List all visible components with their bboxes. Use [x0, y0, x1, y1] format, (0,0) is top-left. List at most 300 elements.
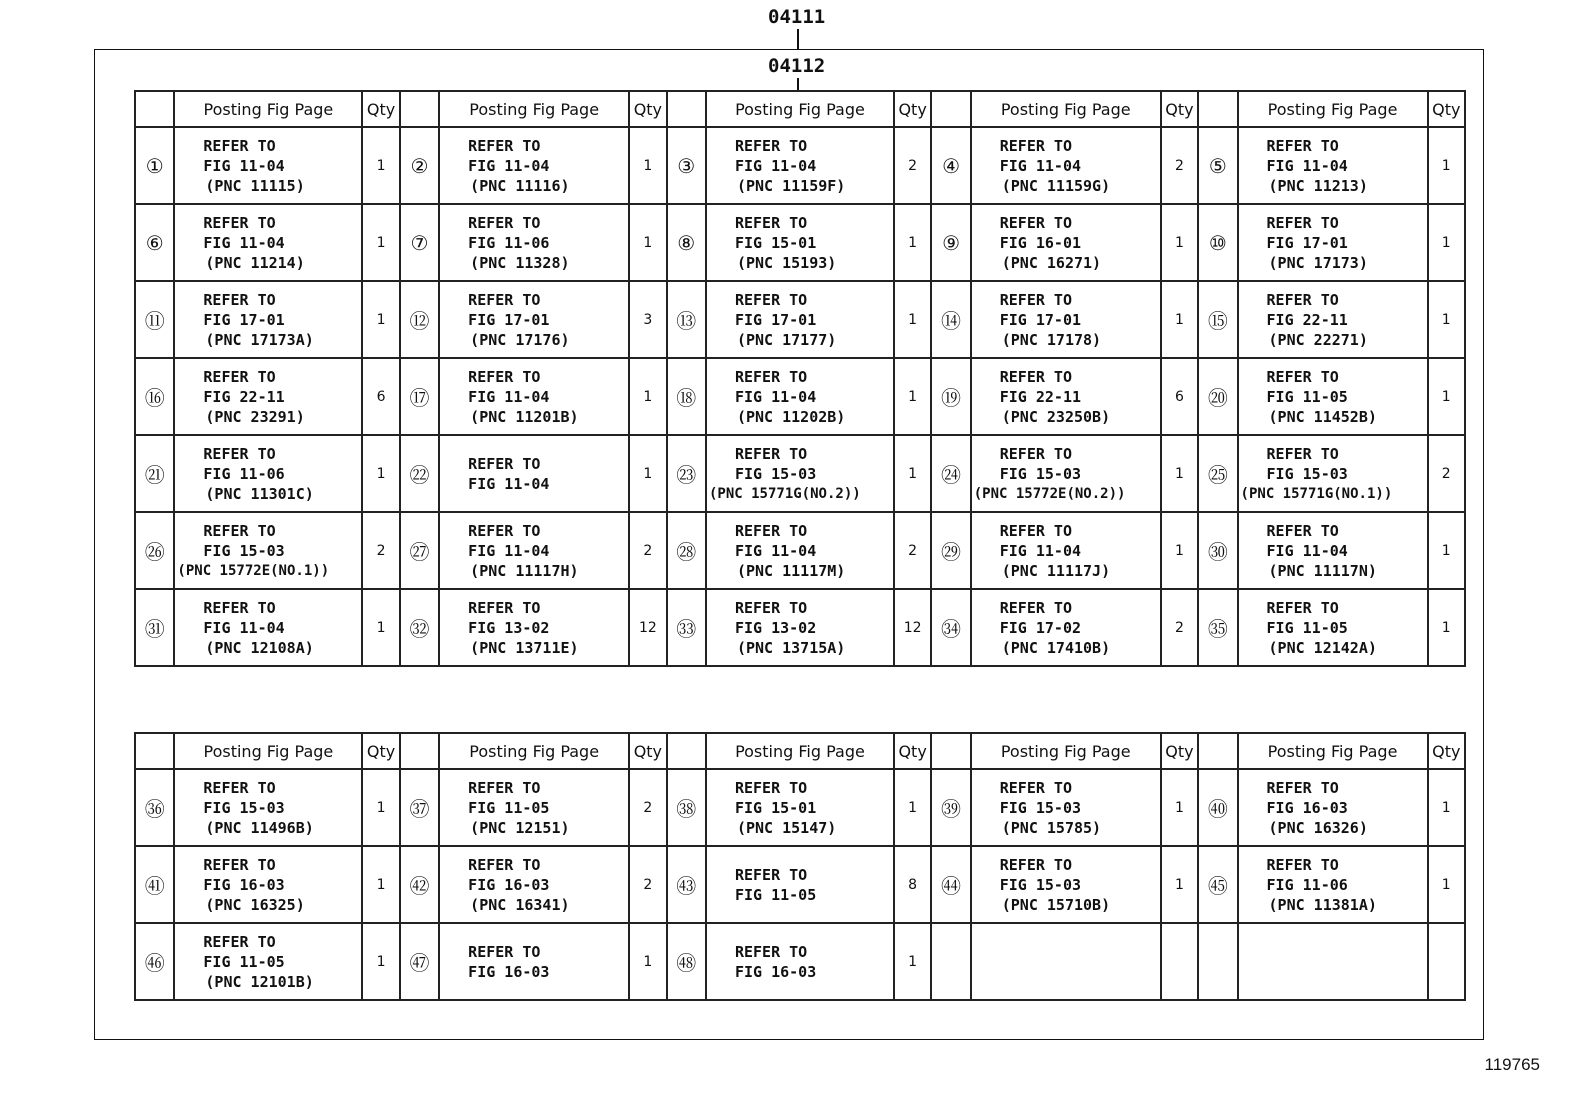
illustration-id: 119765	[1484, 1055, 1540, 1074]
posting-fig-page-header: Posting Fig Page	[174, 91, 362, 127]
posting-fig-page-header: Posting Fig Page	[971, 733, 1161, 769]
fig-page-text: FIG 11-05	[1266, 387, 1348, 406]
pnc-text: (PNC 15785)	[1001, 818, 1102, 837]
posting-fig-page-cell	[1238, 127, 1428, 204]
refer-to-text: REFER TO	[468, 521, 541, 540]
refer-to-text: REFER TO	[468, 855, 541, 874]
qty-header: Qty	[894, 733, 931, 769]
qty-cell: 1	[1161, 512, 1198, 589]
item-number: ⑥	[135, 204, 174, 281]
posting-fig-page-cell	[174, 358, 362, 435]
item-number: ㉙	[931, 512, 970, 589]
fig-page-text: FIG 15-03	[999, 464, 1082, 483]
posting-fig-page-cell	[706, 923, 894, 1000]
item-number: ㊲	[400, 769, 439, 846]
table-row	[135, 358, 1465, 435]
refer-to-text: REFER TO	[468, 942, 541, 961]
qty-cell: 1	[894, 923, 931, 1000]
pnc-text: (PNC 13715A)	[736, 638, 846, 657]
qty-cell: 1	[1428, 127, 1465, 204]
index-header	[1198, 91, 1237, 127]
top-code: 04111	[768, 6, 826, 28]
table-row	[135, 127, 1465, 204]
posting-fig-page-cell	[439, 281, 629, 358]
qty-cell	[1161, 923, 1198, 1000]
posting-fig-page-header: Posting Fig Page	[706, 733, 894, 769]
fig-page-text: FIG 22-11	[203, 387, 285, 406]
refer-to-text: REFER TO	[203, 855, 276, 874]
qty-cell: 1	[362, 769, 399, 846]
pnc-text: (PNC 11201B)	[470, 407, 579, 426]
refer-to-text: REFER TO	[468, 454, 541, 473]
posting-fig-page-cell	[439, 358, 629, 435]
qty-cell: 2	[629, 846, 666, 923]
fig-page-text: FIG 11-04	[1266, 541, 1348, 560]
pnc-text: (PNC 15147)	[736, 818, 837, 837]
refer-to-text: REFER TO	[468, 778, 541, 797]
fig-page-text: FIG 11-04	[468, 156, 550, 175]
item-number: ⑬	[667, 281, 706, 358]
qty-cell: 1	[629, 435, 666, 512]
pnc-text: (PNC 11117N)	[1268, 561, 1377, 580]
item-number: ③	[667, 127, 706, 204]
refer-to-text: REFER TO	[1266, 444, 1339, 463]
qty-cell: 8	[894, 846, 931, 923]
fig-page-text: FIG 15-03	[1266, 464, 1348, 483]
posting-fig-page-cell	[706, 769, 894, 846]
fig-page-text: FIG 17-02	[999, 618, 1082, 637]
qty-header: Qty	[1161, 91, 1198, 127]
posting-fig-page-cell	[706, 589, 894, 666]
qty-cell: 2	[362, 512, 399, 589]
refer-to-text: REFER TO	[999, 855, 1072, 874]
posting-fig-page-header: Posting Fig Page	[439, 733, 629, 769]
posting-fig-page-cell	[439, 127, 629, 204]
item-number: ㊵	[1198, 769, 1237, 846]
qty-cell: 1	[894, 204, 931, 281]
pnc-text: (PNC 23291)	[205, 407, 305, 426]
refer-to-text: REFER TO	[734, 290, 808, 309]
fig-page-text: FIG 11-04	[203, 233, 285, 252]
refer-to-text: REFER TO	[734, 213, 808, 232]
fig-page-text: FIG 15-01	[734, 233, 817, 252]
posting-fig-page-cell	[439, 769, 629, 846]
pnc-text: (PNC 15771G(NO.2))	[708, 485, 861, 502]
pnc-text: (PNC 15772E(NO.2))	[973, 485, 1126, 502]
pnc-text: (PNC 17173)	[1268, 253, 1368, 272]
qty-cell: 3	[629, 281, 666, 358]
refer-to-text: REFER TO	[734, 598, 808, 617]
item-number: ①	[135, 127, 174, 204]
fig-page-text: FIG 17-01	[203, 310, 285, 329]
fig-page-text: FIG 16-03	[468, 875, 550, 894]
pnc-text: (PNC 11202B)	[736, 407, 846, 426]
refer-to-text: REFER TO	[734, 367, 808, 386]
posting-fig-page-cell	[1238, 358, 1428, 435]
posting-fig-page-header: Posting Fig Page	[174, 733, 362, 769]
refer-to-text: REFER TO	[1266, 521, 1339, 540]
fig-page-text: FIG 22-11	[1266, 310, 1348, 329]
refer-to-text: REFER TO	[999, 521, 1072, 540]
pnc-text: (PNC 13711E)	[470, 638, 579, 657]
pnc-text: (PNC 11452B)	[1268, 407, 1377, 426]
refer-to-text: REFER TO	[999, 444, 1072, 463]
pnc-text: (PNC 16341)	[470, 895, 570, 914]
index-header	[135, 91, 174, 127]
pnc-text: (PNC 16325)	[205, 895, 305, 914]
posting-fig-page-header: Posting Fig Page	[439, 91, 629, 127]
qty-cell: 2	[629, 769, 666, 846]
item-number: ㊳	[667, 769, 706, 846]
fig-page-text: FIG 11-04	[734, 156, 817, 175]
pnc-text: (PNC 17176)	[470, 330, 570, 349]
item-number: ②	[400, 127, 439, 204]
fig-page-text: FIG 16-03	[203, 875, 285, 894]
fig-page-text: FIG 11-04	[468, 474, 550, 493]
pnc-text: (PNC 11381A)	[1268, 895, 1377, 914]
item-number: ㉑	[135, 435, 174, 512]
posting-fig-page-cell	[174, 769, 362, 846]
posting-fig-page-cell	[174, 204, 362, 281]
qty-cell: 1	[362, 923, 399, 1000]
pnc-text: (PNC 17173A)	[205, 330, 314, 349]
pnc-text: (PNC 15193)	[736, 253, 837, 272]
refer-to-text: REFER TO	[999, 136, 1072, 155]
qty-cell: 1	[1428, 512, 1465, 589]
posting-fig-page-cell	[1238, 923, 1428, 1000]
pnc-text: (PNC 22271)	[1268, 330, 1368, 349]
posting-fig-page-cell	[971, 358, 1161, 435]
posting-fig-page-header: Posting Fig Page	[706, 91, 894, 127]
fig-page-text: FIG 15-01	[734, 798, 817, 817]
qty-cell: 1	[894, 358, 931, 435]
item-number: ㊸	[667, 846, 706, 923]
pnc-text: (PNC 16326)	[1268, 818, 1368, 837]
qty-cell: 6	[362, 358, 399, 435]
pnc-text: (PNC 11115)	[205, 176, 305, 195]
item-number: ㊼	[400, 923, 439, 1000]
pnc-text: (PNC 12101B)	[205, 972, 314, 991]
item-number: ㉕	[1198, 435, 1237, 512]
table-row	[135, 923, 1465, 1000]
qty-header: Qty	[1161, 733, 1198, 769]
pnc-text: (PNC 11301C)	[205, 484, 314, 503]
qty-cell: 1	[362, 281, 399, 358]
pnc-text: (PNC 23250B)	[1001, 407, 1111, 426]
refer-to-text: REFER TO	[734, 942, 808, 961]
posting-fig-page-cell	[439, 923, 629, 1000]
qty-header: Qty	[629, 91, 666, 127]
posting-fig-page-cell	[174, 923, 362, 1000]
fig-page-text: FIG 11-05	[203, 952, 285, 971]
pnc-text: (PNC 15710B)	[1001, 895, 1111, 914]
qty-cell: 1	[362, 127, 399, 204]
fig-page-text: FIG 11-04	[468, 387, 550, 406]
posting-fig-page-cell	[971, 923, 1161, 1000]
header-row	[135, 91, 1465, 127]
qty-header: Qty	[1428, 91, 1465, 127]
qty-cell: 2	[894, 512, 931, 589]
posting-fig-page-cell	[1238, 589, 1428, 666]
posting-fig-page-cell	[971, 512, 1161, 589]
pnc-text: (PNC 11159G)	[1001, 176, 1111, 195]
posting-fig-page-cell	[1238, 204, 1428, 281]
item-number: ㉝	[667, 589, 706, 666]
item-number: ⑧	[667, 204, 706, 281]
index-header	[931, 733, 970, 769]
refer-to-text: REFER TO	[468, 598, 541, 617]
pnc-text: (PNC 15771G(NO.1))	[1240, 485, 1393, 502]
item-number	[931, 923, 970, 1000]
fig-page-text: FIG 11-04	[999, 156, 1082, 175]
qty-cell: 1	[1161, 204, 1198, 281]
posting-fig-page-cell	[706, 512, 894, 589]
refer-to-text: REFER TO	[203, 290, 276, 309]
qty-cell: 6	[1161, 358, 1198, 435]
item-number: ㉓	[667, 435, 706, 512]
table-row	[135, 846, 1465, 923]
qty-cell: 1	[362, 204, 399, 281]
pnc-text: (PNC 12142A)	[1268, 638, 1377, 657]
posting-fig-page-cell	[706, 846, 894, 923]
refer-to-text: REFER TO	[203, 213, 276, 232]
fig-page-text: FIG 16-03	[468, 962, 550, 981]
qty-cell: 1	[362, 589, 399, 666]
fig-page-text: FIG 11-04	[468, 541, 550, 560]
refer-to-text: REFER TO	[468, 290, 541, 309]
fig-page-text: FIG 13-02	[734, 618, 817, 637]
item-number: ⑭	[931, 281, 970, 358]
refer-to-text: REFER TO	[999, 213, 1072, 232]
posting-fig-page-cell	[439, 204, 629, 281]
qty-cell: 1	[1428, 589, 1465, 666]
item-number: ㉞	[931, 589, 970, 666]
qty-cell: 1	[1428, 769, 1465, 846]
qty-header: Qty	[362, 91, 399, 127]
item-number: ㊶	[135, 846, 174, 923]
qty-header: Qty	[629, 733, 666, 769]
qty-cell: 1	[1428, 358, 1465, 435]
qty-header: Qty	[894, 91, 931, 127]
item-number: ④	[931, 127, 970, 204]
item-number: ㊱	[135, 769, 174, 846]
item-number: ㉜	[400, 589, 439, 666]
fig-page-text: FIG 11-04	[999, 541, 1082, 560]
qty-header: Qty	[362, 733, 399, 769]
fig-page-text: FIG 11-04	[1266, 156, 1348, 175]
fig-page-text: FIG 17-01	[734, 310, 817, 329]
item-number: ㉚	[1198, 512, 1237, 589]
pnc-text: (PNC 12108A)	[205, 638, 314, 657]
posting-fig-page-cell	[1238, 846, 1428, 923]
fig-page-text: FIG 16-03	[734, 962, 817, 981]
posting-fig-page-cell	[971, 435, 1161, 512]
table-row	[135, 589, 1465, 666]
posting-fig-page-cell	[971, 127, 1161, 204]
posting-fig-page-cell	[174, 512, 362, 589]
table-row	[135, 769, 1465, 846]
fig-page-text: FIG 15-03	[999, 798, 1082, 817]
item-number: ⑮	[1198, 281, 1237, 358]
fig-page-text: FIG 17-01	[999, 310, 1082, 329]
item-number: ㉟	[1198, 589, 1237, 666]
posting-fig-page-header: Posting Fig Page	[1238, 91, 1428, 127]
item-number: ㉖	[135, 512, 174, 589]
pnc-text: (PNC 12151)	[470, 818, 570, 837]
item-number: ㊹	[931, 846, 970, 923]
fig-page-text: FIG 13-02	[468, 618, 550, 637]
item-number: ⑨	[931, 204, 970, 281]
item-number	[1198, 923, 1237, 1000]
posting-fig-page-cell	[971, 846, 1161, 923]
posting-fig-page-cell	[706, 435, 894, 512]
qty-cell: 1	[1161, 846, 1198, 923]
pnc-text: (PNC 11496B)	[205, 818, 314, 837]
qty-cell: 2	[629, 512, 666, 589]
refer-to-text: REFER TO	[999, 290, 1072, 309]
qty-cell: 1	[629, 127, 666, 204]
index-header	[931, 91, 970, 127]
posting-fig-page-cell	[174, 281, 362, 358]
pnc-text: (PNC 17410B)	[1001, 638, 1111, 657]
fig-page-text: FIG 11-06	[1266, 875, 1348, 894]
item-number: ㊴	[931, 769, 970, 846]
qty-cell: 2	[1161, 589, 1198, 666]
item-number: ⑪	[135, 281, 174, 358]
fig-page-text: FIG 15-03	[203, 798, 285, 817]
fig-page-text: FIG 16-01	[999, 233, 1082, 252]
qty-cell: 1	[629, 923, 666, 1000]
refer-to-text: REFER TO	[1266, 778, 1339, 797]
fig-page-text: FIG 16-03	[1266, 798, 1348, 817]
qty-cell: 1	[1161, 281, 1198, 358]
posting-fig-page-cell	[439, 846, 629, 923]
pnc-text: (PNC 11214)	[205, 253, 305, 272]
top-code-leader	[797, 29, 799, 49]
refer-to-text: REFER TO	[203, 444, 276, 463]
fig-page-text: FIG 11-04	[734, 541, 817, 560]
refer-to-text: REFER TO	[1266, 855, 1339, 874]
refer-to-text: REFER TO	[734, 778, 808, 797]
qty-header: Qty	[1428, 733, 1465, 769]
item-number: ⑱	[667, 358, 706, 435]
posting-fig-page-cell	[174, 127, 362, 204]
fig-page-text: FIG 11-04	[203, 156, 285, 175]
refer-to-text: REFER TO	[203, 598, 276, 617]
pnc-text: (PNC 11117M)	[736, 561, 846, 580]
qty-cell: 1	[629, 204, 666, 281]
table-row	[135, 435, 1465, 512]
refer-to-text: REFER TO	[203, 521, 276, 540]
fig-page-text: FIG 17-01	[468, 310, 550, 329]
posting-fig-page-cell	[706, 358, 894, 435]
refer-to-text: REFER TO	[734, 865, 808, 884]
qty-cell: 1	[629, 358, 666, 435]
refer-to-text: REFER TO	[1266, 290, 1339, 309]
posting-fig-page-cell	[1238, 435, 1428, 512]
refer-to-text: REFER TO	[468, 367, 541, 386]
item-number: ⑳	[1198, 358, 1237, 435]
index-header	[400, 91, 439, 127]
fig-page-text: FIG 11-05	[1266, 618, 1348, 637]
refer-to-text: REFER TO	[999, 778, 1072, 797]
item-number: ㉗	[400, 512, 439, 589]
fig-page-text: FIG 22-11	[999, 387, 1082, 406]
item-number: ⑦	[400, 204, 439, 281]
index-header	[667, 733, 706, 769]
pnc-text: (PNC 11328)	[470, 253, 570, 272]
item-number: ㊻	[135, 923, 174, 1000]
qty-cell: 1	[1161, 769, 1198, 846]
refer-to-text: REFER TO	[734, 521, 808, 540]
pnc-text: (PNC 11213)	[1268, 176, 1368, 195]
qty-cell: 1	[1161, 435, 1198, 512]
pnc-text: (PNC 17178)	[1001, 330, 1102, 349]
index-header	[400, 733, 439, 769]
item-number: ㉒	[400, 435, 439, 512]
qty-cell: 2	[894, 127, 931, 204]
table-row	[135, 204, 1465, 281]
pnc-text: (PNC 17177)	[736, 330, 837, 349]
qty-cell: 2	[1161, 127, 1198, 204]
item-number: ⑫	[400, 281, 439, 358]
refer-to-text: REFER TO	[1266, 213, 1339, 232]
item-number: ⑯	[135, 358, 174, 435]
sub-code: 04112	[768, 55, 826, 77]
item-number: ㉔	[931, 435, 970, 512]
posting-fig-page-cell	[971, 281, 1161, 358]
qty-cell: 1	[1428, 281, 1465, 358]
pnc-text: (PNC 16271)	[1001, 253, 1102, 272]
item-number: ㉘	[667, 512, 706, 589]
qty-cell: 1	[1428, 846, 1465, 923]
fig-page-text: FIG 11-04	[203, 618, 285, 637]
posting-fig-page-cell	[1238, 769, 1428, 846]
qty-cell: 1	[894, 769, 931, 846]
item-number: ㉛	[135, 589, 174, 666]
qty-cell: 12	[629, 589, 666, 666]
posting-fig-page-cell	[174, 435, 362, 512]
posting-fig-page-cell	[971, 769, 1161, 846]
posting-fig-page-cell	[706, 281, 894, 358]
qty-cell: 1	[894, 281, 931, 358]
pnc-text: (PNC 11117H)	[470, 561, 579, 580]
parts-table-1	[134, 90, 1466, 667]
refer-to-text: REFER TO	[203, 136, 276, 155]
qty-cell: 1	[362, 435, 399, 512]
index-header	[135, 733, 174, 769]
index-header	[667, 91, 706, 127]
posting-fig-page-cell	[174, 846, 362, 923]
refer-to-text: REFER TO	[1266, 367, 1339, 386]
fig-page-text: FIG 11-06	[203, 464, 285, 483]
posting-fig-page-cell	[706, 127, 894, 204]
refer-to-text: REFER TO	[468, 213, 541, 232]
fig-page-text: FIG 15-03	[203, 541, 285, 560]
refer-to-text: REFER TO	[1266, 598, 1339, 617]
fig-page-text: FIG 11-06	[468, 233, 550, 252]
posting-fig-page-cell	[1238, 281, 1428, 358]
item-number: ㊽	[667, 923, 706, 1000]
refer-to-text: REFER TO	[734, 444, 808, 463]
refer-to-text: REFER TO	[734, 136, 808, 155]
posting-fig-page-cell	[1238, 512, 1428, 589]
posting-fig-page-cell	[439, 512, 629, 589]
posting-fig-page-cell	[174, 589, 362, 666]
fig-page-text: FIG 17-01	[1266, 233, 1348, 252]
refer-to-text: REFER TO	[203, 367, 276, 386]
fig-page-text: FIG 15-03	[734, 464, 817, 483]
